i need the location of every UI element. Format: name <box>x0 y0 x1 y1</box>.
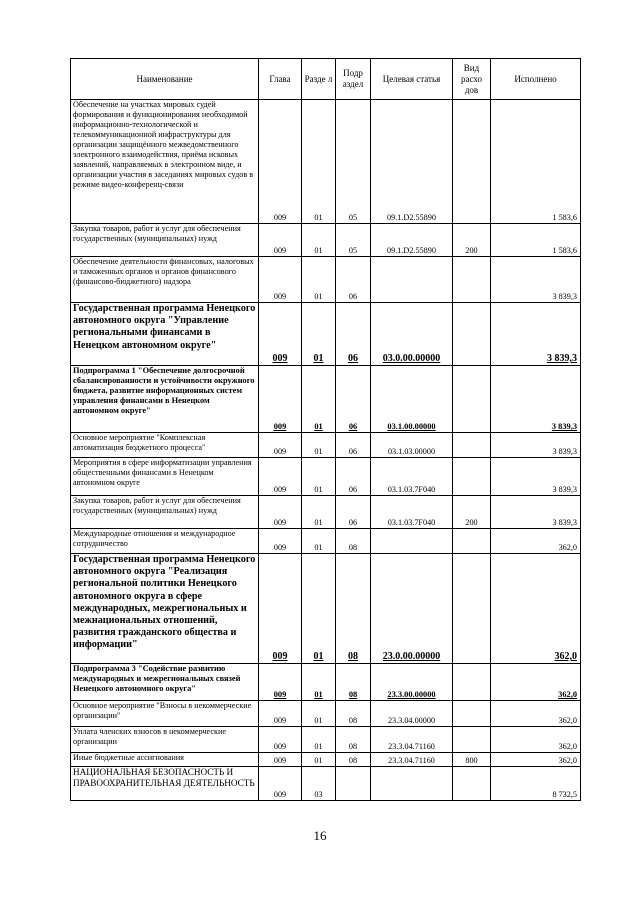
row-type <box>453 554 491 664</box>
row-name: Закупка товаров, работ и услуг для обеспечения государственных (муниципальных) нужд <box>71 224 259 257</box>
row-name: Основное мероприятие "Взносы в некоммерческие организации" <box>71 701 259 727</box>
table-row <box>71 701 581 727</box>
row-name: Подпрограмма 3 "Содействие развитию международных и межрегиональных связей Ненецкого автономного округа" <box>71 664 259 701</box>
header-section: Разде л <box>302 59 336 100</box>
row-type: 200 <box>453 496 491 529</box>
row-type <box>453 366 491 433</box>
row-section: 01 <box>302 727 336 753</box>
row-section: 01 <box>302 433 336 458</box>
row-section: 01 <box>302 496 336 529</box>
row-chapter: 009 <box>259 767 302 801</box>
row-executed: 3 839,3 <box>491 366 581 433</box>
row-section: 01 <box>302 100 336 224</box>
row-subsection: 08 <box>336 529 371 554</box>
row-target: 23.3.04.71160 <box>371 727 453 753</box>
table-row <box>71 496 581 529</box>
row-subsection: 06 <box>336 433 371 458</box>
row-type <box>453 303 491 366</box>
row-name: Государственная программа Ненецкого автономного округа "Реализация региональной политики Ненецкого автономного округа в сфере международных, межрегиональных и межнациональных отношений, развития гражданского общества и информации" <box>71 554 259 664</box>
row-executed: 362,0 <box>491 727 581 753</box>
table-row <box>71 529 581 554</box>
row-executed: 362,0 <box>491 701 581 727</box>
row-executed: 8 732,5 <box>491 767 581 801</box>
row-subsection: 08 <box>336 664 371 701</box>
row-chapter: 009 <box>259 496 302 529</box>
row-target: 03.0.00.00000 <box>371 303 453 366</box>
row-subsection: 06 <box>336 458 371 496</box>
budget-table <box>70 58 581 801</box>
table-row <box>71 303 581 366</box>
header-name: Наименование <box>71 59 259 100</box>
row-chapter: 009 <box>259 529 302 554</box>
row-name: Международные отношения и международное сотрудничество <box>71 529 259 554</box>
row-subsection: 05 <box>336 224 371 257</box>
row-subsection: 08 <box>336 554 371 664</box>
row-chapter: 009 <box>259 100 302 224</box>
row-type: 800 <box>453 753 491 767</box>
table-header-row <box>71 59 581 100</box>
row-name: Закупка товаров, работ и услуг для обеспечения государственных (муниципальных) нужд <box>71 496 259 529</box>
row-subsection: 08 <box>336 727 371 753</box>
row-subsection: 08 <box>336 701 371 727</box>
row-subsection: 05 <box>336 100 371 224</box>
row-chapter: 009 <box>259 727 302 753</box>
row-name: Обеспечение деятельности финансовых, налоговых и таможенных органов и органов финансового (финансово-бюджетного) надзора <box>71 257 259 303</box>
row-executed: 3 839,3 <box>491 257 581 303</box>
table-row <box>71 100 581 224</box>
row-type <box>453 664 491 701</box>
row-type <box>453 767 491 801</box>
row-executed: 1 583,6 <box>491 100 581 224</box>
header-type: Вид расхо дов <box>453 59 491 100</box>
row-name: Мероприятия в сфере информатизации управления общественными финансами в Ненецком автономном округе <box>71 458 259 496</box>
row-name: НАЦИОНАЛЬНАЯ БЕЗОПАСНОСТЬ И ПРАВООХРАНИТЕЛЬНАЯ ДЕЯТЕЛЬНОСТЬ <box>71 767 259 801</box>
table-row <box>71 458 581 496</box>
row-executed: 1 583,6 <box>491 224 581 257</box>
table-row <box>71 433 581 458</box>
row-type <box>453 458 491 496</box>
row-name: Подпрограмма 1 "Обеспечение долгосрочной сбалансированности и устойчивости окружного бюджета, развитие информационных систем управления финансами в Ненецком автономном округе" <box>71 366 259 433</box>
row-target: 09.1.D2.55890 <box>371 100 453 224</box>
table-row <box>71 753 581 767</box>
row-chapter: 009 <box>259 303 302 366</box>
row-subsection: 08 <box>336 753 371 767</box>
row-type <box>453 727 491 753</box>
row-executed: 3 839,3 <box>491 458 581 496</box>
table-row <box>71 257 581 303</box>
row-target: 03.1.03.7F040 <box>371 496 453 529</box>
table-row <box>71 224 581 257</box>
header-target: Целевая статья <box>371 59 453 100</box>
row-executed: 362,0 <box>491 664 581 701</box>
row-target <box>371 767 453 801</box>
row-subsection <box>336 767 371 801</box>
table-row <box>71 664 581 701</box>
row-chapter: 009 <box>259 458 302 496</box>
row-target: 03.1.00.00000 <box>371 366 453 433</box>
row-section: 01 <box>302 224 336 257</box>
row-type <box>453 529 491 554</box>
row-chapter: 009 <box>259 257 302 303</box>
row-target <box>371 529 453 554</box>
row-section: 01 <box>302 303 336 366</box>
row-chapter: 009 <box>259 433 302 458</box>
row-executed: 3 839,3 <box>491 433 581 458</box>
row-chapter: 009 <box>259 224 302 257</box>
row-type <box>453 257 491 303</box>
row-section: 01 <box>302 701 336 727</box>
row-target: 09.1.D2.55890 <box>371 224 453 257</box>
row-executed: 362,0 <box>491 529 581 554</box>
row-chapter: 009 <box>259 664 302 701</box>
row-section: 01 <box>302 257 336 303</box>
row-target: 23.3.04.71160 <box>371 753 453 767</box>
row-section: 01 <box>302 554 336 664</box>
row-subsection: 06 <box>336 257 371 303</box>
table-row <box>71 727 581 753</box>
row-section: 03 <box>302 767 336 801</box>
row-target: 23.3.00.00000 <box>371 664 453 701</box>
row-type <box>453 433 491 458</box>
row-subsection: 06 <box>336 496 371 529</box>
row-name: Основное мероприятие "Комплексная автоматизация бюджетного процесса" <box>71 433 259 458</box>
row-chapter: 009 <box>259 753 302 767</box>
row-chapter: 009 <box>259 554 302 664</box>
row-type <box>453 701 491 727</box>
row-section: 01 <box>302 664 336 701</box>
row-section: 01 <box>302 529 336 554</box>
header-subsection: Подр аздел <box>336 59 371 100</box>
row-executed: 3 839,3 <box>491 303 581 366</box>
row-name: Уплата членских взносов в некоммерческие организации <box>71 727 259 753</box>
row-name: Государственная программа Ненецкого автономного округа "Управление региональными финансами в Ненецком автономном округе" <box>71 303 259 366</box>
row-executed: 362,0 <box>491 753 581 767</box>
row-type: 200 <box>453 224 491 257</box>
table-row <box>71 767 581 801</box>
row-name: Иные бюджетные ассигнования <box>71 753 259 767</box>
header-executed: Исполнено <box>491 59 581 100</box>
row-section: 01 <box>302 753 336 767</box>
row-target: 23.0.00.00000 <box>371 554 453 664</box>
page-number: 16 <box>313 828 327 843</box>
row-target <box>371 257 453 303</box>
row-section: 01 <box>302 366 336 433</box>
row-subsection: 06 <box>336 366 371 433</box>
table-row <box>71 366 581 433</box>
row-subsection: 06 <box>336 303 371 366</box>
row-chapter: 009 <box>259 366 302 433</box>
table-row <box>71 554 581 664</box>
row-target: 23.3.04.00000 <box>371 701 453 727</box>
row-name: Обеспечение на участках мировых судей формирования и функционирования необходимой информационно-технологической и телекоммуникационной инфраструктуры для организации защищённого межведомственного электронного взаимодействия, приёма исковых заявлений, направляемых в электронном виде, и организации участия в заседаниях мировых судов в режиме видео-конференц-связи <box>71 100 259 224</box>
row-section: 01 <box>302 458 336 496</box>
header-chapter: Глава <box>259 59 302 100</box>
row-chapter: 009 <box>259 701 302 727</box>
row-target: 03.1.03.7F040 <box>371 458 453 496</box>
row-type <box>453 100 491 224</box>
row-target: 03.1.03.00000 <box>371 433 453 458</box>
row-executed: 3 839,3 <box>491 496 581 529</box>
row-executed: 362,0 <box>491 554 581 664</box>
